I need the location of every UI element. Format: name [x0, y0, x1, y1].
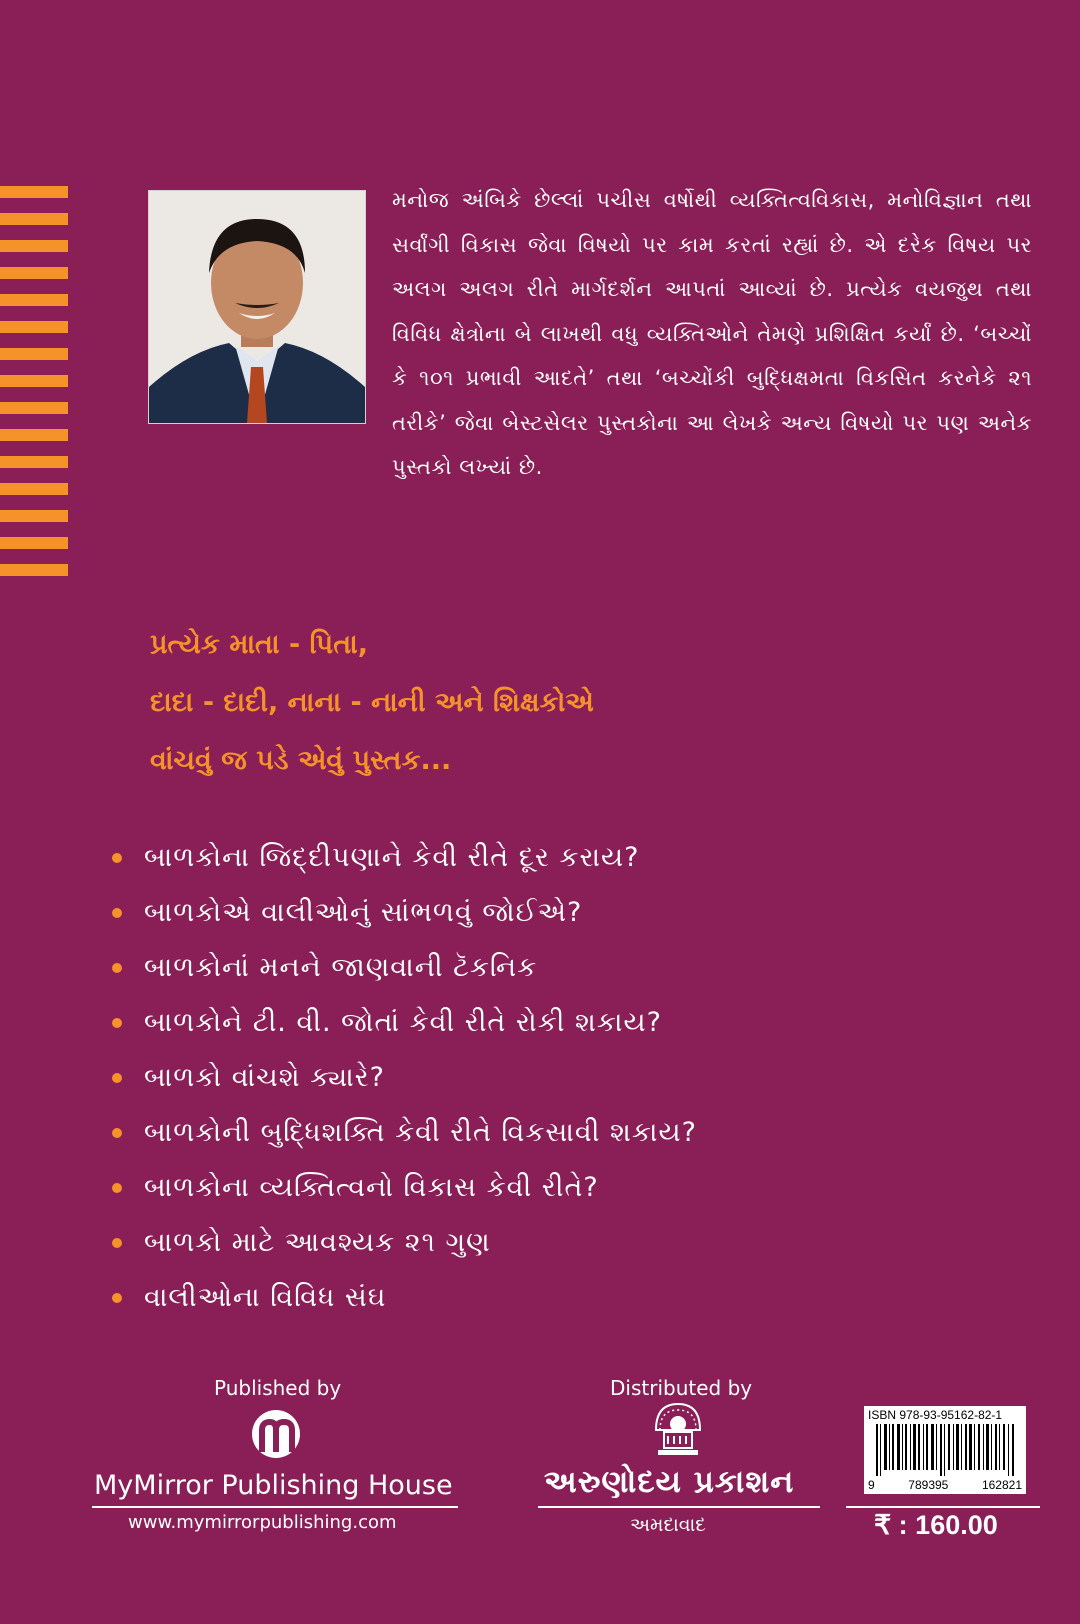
author-bio: મનોજ અંબિકે છેલ્લાં પચીસ વર્ષોથી વ્યક્તિત્વવિકાસ, મનોવિજ્ઞાન તથા સર્વાંગી વિકાસ જેવા વિષયો પર કામ કરતાં રહ્યાં છે. એ દરેક વિષય પર અલગ અલગ રીતે માર્ગદર્શન આપતાં આવ્યાં છે. પ્રત્યેક વયજુથ તથા વિવિધ ક્ષેત્રોના બે લાખથી વધુ વ્યક્તિઓને તેમણે પ્રશિક્ષિત કર્યાં છે. ‘બચ્ચોં કે ૧૦૧ પ્રભાવી આદતે’ તથા ‘બચ્ચોંકી બુદ્ધિક્ષમતા વિકસિત કરનેકે ૨૧ તરીકે’ જેવા બેસ્ટસેલર પુસ્તકોના આ લેખકે અન્ય વિષયો પર પણ અનેક પુસ્તકો લખ્યાં છે. — [392, 188, 1032, 479]
publisher-url: www.mymirrorpublishing.com — [128, 1512, 397, 1533]
bullet-icon — [112, 1128, 122, 1138]
bullet-icon — [112, 1183, 122, 1193]
tagline-line-1: પ્રત્યેક માતા - પિતા, — [150, 629, 368, 660]
distributor-name: અરુણોદય પ્રકાશન — [544, 1464, 795, 1500]
list-item: વાલીઓના વિવિધ સંઘ — [112, 1270, 1012, 1325]
question-list — [112, 830, 1012, 1325]
price-label: ₹ : 160.00 — [874, 1510, 998, 1540]
list-item: બાળકોનાં મનને જાણવાની ટૅકનિક — [112, 940, 1012, 995]
price-divider — [846, 1506, 1040, 1508]
publisher-name: MyMirror Publishing House — [94, 1470, 453, 1501]
bullet-icon — [112, 1018, 122, 1028]
barcode-bars-icon — [876, 1424, 1016, 1476]
bullet-icon — [112, 853, 122, 863]
tagline-line-3: વાંચવું જ પડે એવું પુસ્તક... — [150, 745, 452, 776]
bullet-icon — [112, 1238, 122, 1248]
list-item: બાળકોની બુદ્ધિશક્તિ કેવી રીતે વિકસાવી શકાય? — [112, 1105, 1012, 1160]
list-item: બાળકોના વ્યક્તિત્વનો વિકાસ કેવી રીતે? — [112, 1160, 1012, 1215]
list-item: બાળકો વાંચશે ક્યારે? — [112, 1050, 1012, 1105]
distributor-city: અમદાવાદ — [630, 1514, 706, 1536]
decorative-stripes — [0, 186, 68, 591]
bullet-icon — [112, 1073, 122, 1083]
bullet-icon — [112, 908, 122, 918]
distributor-divider — [538, 1506, 820, 1508]
list-item: બાળકો માટે આવશ્યક ૨૧ ગુણ — [112, 1215, 1012, 1270]
distributed-by-label: Distributed by — [610, 1376, 753, 1400]
list-item: બાળકોએ વાલીઓનું સાંભળવું જોઈએ? — [112, 885, 1012, 940]
list-item: બાળકોના જિદ્દીપણાને કેવી રીતે દૂર કરાય? — [112, 830, 1012, 885]
published-by-label: Published by — [214, 1376, 342, 1400]
author-photo — [148, 190, 366, 424]
isbn-text: ISBN 978-93-95162-82-1 — [868, 1408, 1003, 1422]
publisher-divider — [92, 1506, 458, 1508]
barcode — [864, 1406, 1026, 1494]
tagline — [150, 616, 1030, 790]
tagline-line-2: દાદા - દાદી, નાના - નાની અને શિક્ષકોએ — [150, 687, 594, 718]
bullet-icon — [112, 1293, 122, 1303]
distributor-emblem-icon — [650, 1400, 706, 1464]
barcode-digits: 9 789395 162821 — [868, 1478, 1022, 1492]
publisher-logo-icon — [248, 1408, 304, 1464]
list-item: બાળકોને ટી. વી. જોતાં કેવી રીતે રોકી શકાય? — [112, 995, 1012, 1050]
bullet-icon — [112, 963, 122, 973]
